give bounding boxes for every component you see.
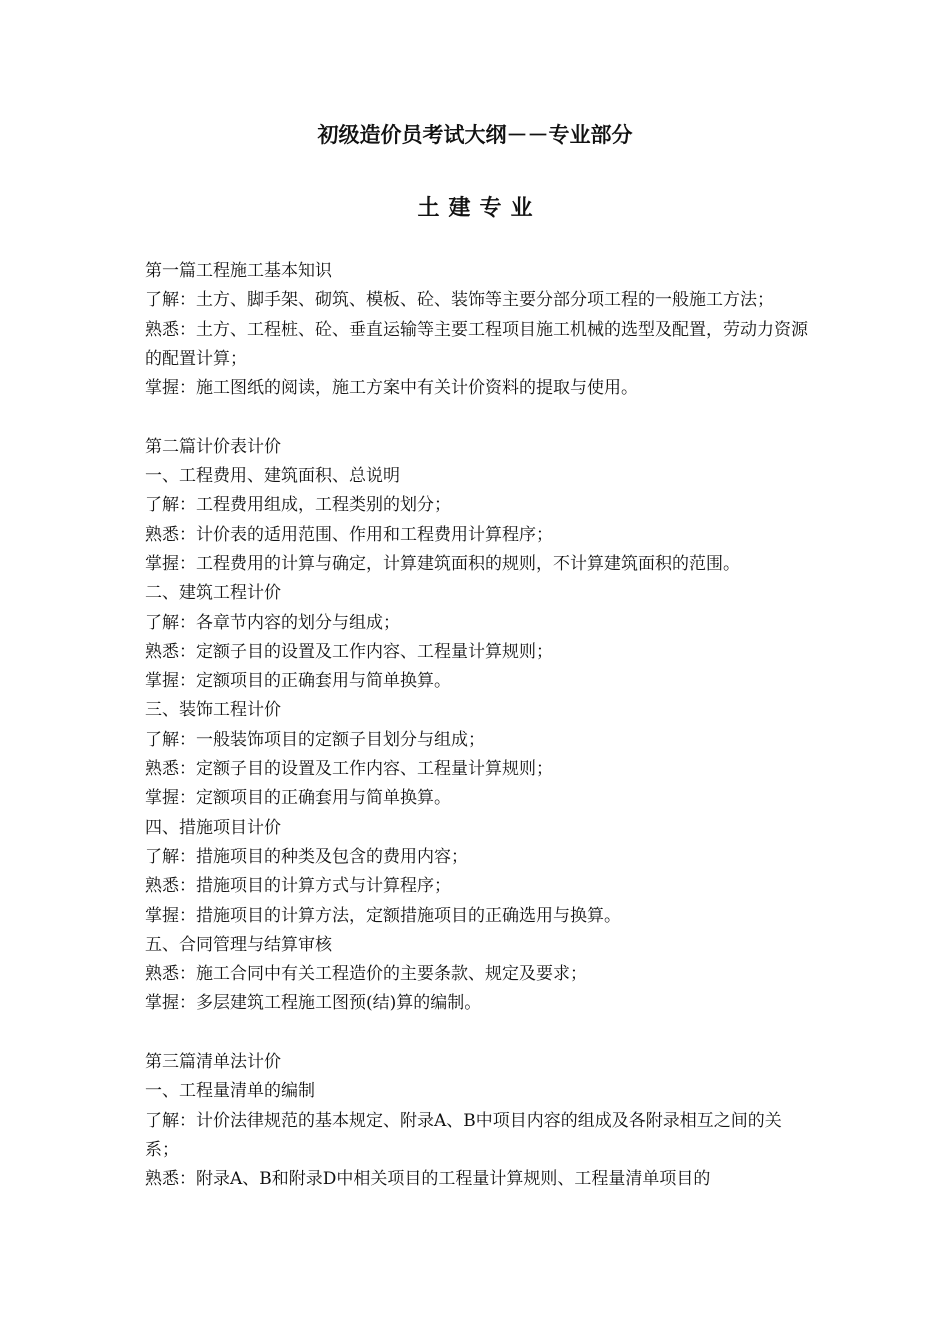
- blank-line: [145, 403, 813, 432]
- subsection-heading: 三、装饰工程计价: [145, 700, 281, 721]
- section-heading: 第三篇清单法计价: [145, 1052, 281, 1073]
- document-body: [145, 257, 813, 1195]
- subsection-heading: 四、措施项目计价: [145, 817, 281, 838]
- subsection-heading: 二、建筑工程计价: [145, 583, 281, 604]
- document-subtitle: 土建专业: [417, 195, 542, 221]
- paragraph: 熟悉：措施项目的计算方式与计算程序；: [145, 876, 451, 897]
- paragraph: 熟悉：土方、工程桩、砼、垂直运输等主要工程项目施工机械的选型及配置，劳动力资源的配置计算；: [145, 319, 808, 369]
- paragraph: 熟悉：定额子目的设置及工作内容、工程量计算规则；: [145, 641, 553, 662]
- paragraph: 了解：各章节内容的划分与组成；: [145, 612, 400, 633]
- paragraph: 熟悉：附录A、B和附录D中相关项目的工程量计算规则、工程量清单项目的: [145, 1169, 711, 1190]
- paragraph: 了解：土方、脚手架、砌筑、模板、砼、装饰等主要分部分项工程的一般施工方法；: [145, 290, 774, 311]
- paragraph: 了解：一般装饰项目的定额子目划分与组成；: [145, 729, 485, 750]
- section-heading: 第一篇工程施工基本知识: [145, 261, 332, 281]
- paragraph: 熟悉：定额子目的设置及工作内容、工程量计算规则；: [145, 759, 553, 780]
- subsection-heading: 一、工程费用、建筑面积、总说明: [145, 466, 400, 487]
- paragraph: 掌握：多层建筑工程施工图预(结)算的编制。: [145, 993, 482, 1014]
- document-title: 初级造价员考试大纲－－专业部分: [317, 122, 633, 147]
- paragraph: 了解：措施项目的种类及包含的费用内容；: [145, 846, 468, 867]
- paragraph: 掌握：施工图纸的阅读，施工方案中有关计价资料的提取与使用。: [145, 378, 638, 399]
- paragraph: 掌握：定额项目的正确套用与简单换算。: [145, 788, 451, 809]
- subsection-heading: 五、合同管理与结算审核: [145, 934, 332, 955]
- section-heading: 第二篇计价表计价: [145, 436, 281, 457]
- paragraph: 掌握：定额项目的正确套用与简单换算。: [145, 671, 451, 692]
- subsection-heading: 一、工程量清单的编制: [145, 1081, 315, 1102]
- paragraph: 掌握：措施项目的计算方法，定额措施项目的正确选用与换算。: [145, 905, 621, 926]
- paragraph: 了解：工程费用组成，工程类别的划分；: [145, 495, 451, 516]
- paragraph: 了解：计价法律规范的基本规定、附录A、B中项目内容的组成及各附录相互之间的关系；: [145, 1110, 782, 1160]
- blank-line: [145, 1019, 813, 1048]
- paragraph: 熟悉：施工合同中有关工程造价的主要条款、规定及要求；: [145, 964, 587, 985]
- paragraph: 掌握：工程费用的计算与确定，计算建筑面积的规则，不计算建筑面积的范围。: [145, 553, 740, 574]
- paragraph: 熟悉：计价表的适用范围、作用和工程费用计算程序；: [145, 524, 553, 545]
